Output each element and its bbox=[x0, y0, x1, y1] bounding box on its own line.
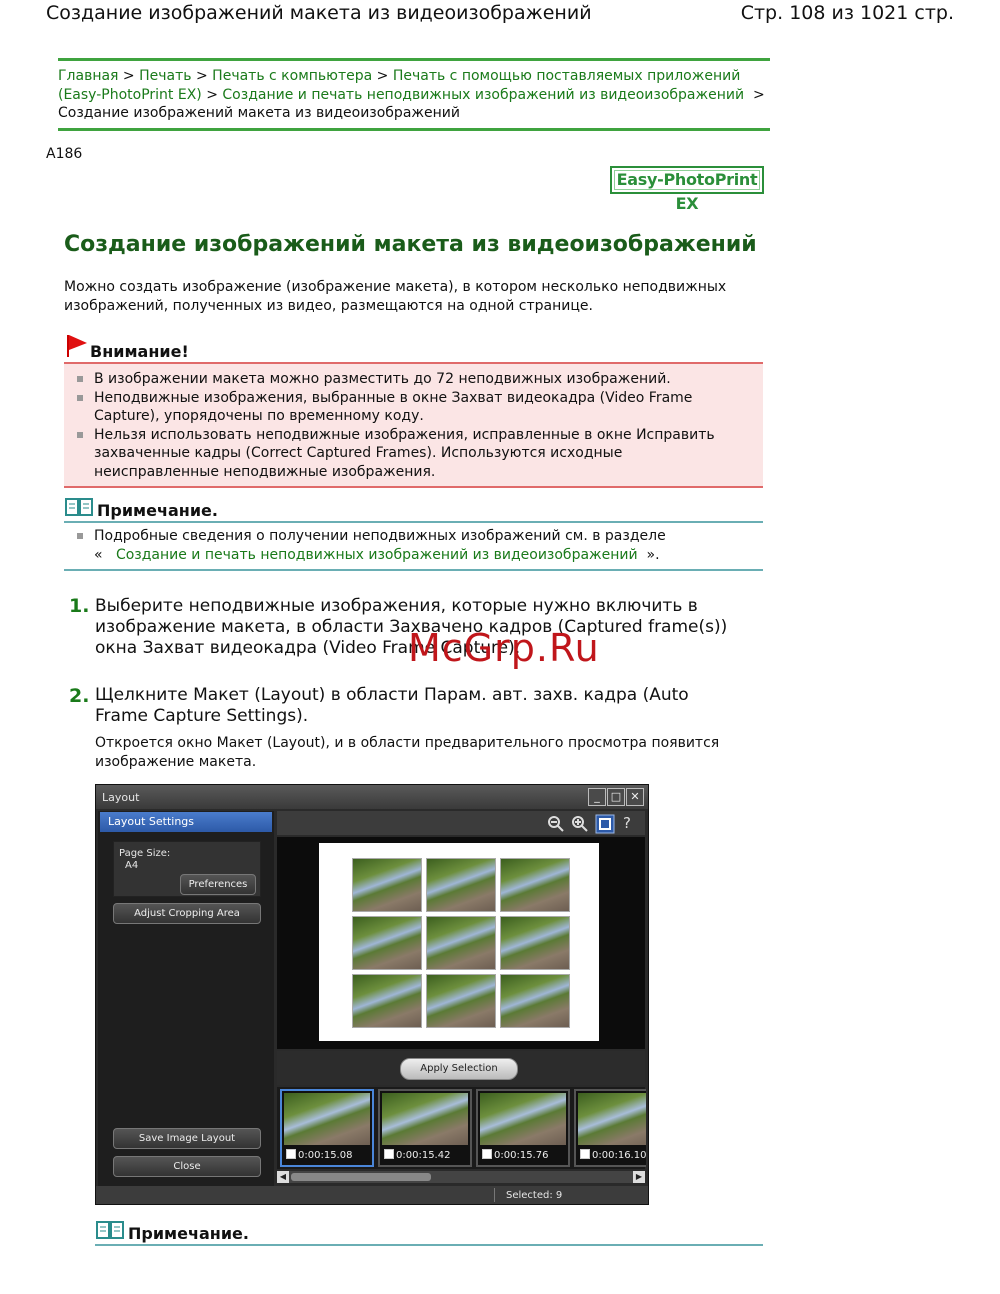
frame-image bbox=[578, 1093, 646, 1145]
layout-thumbnail bbox=[352, 916, 422, 970]
frame-image bbox=[382, 1093, 468, 1145]
page-size-label: Page Size: bbox=[119, 848, 171, 859]
window-title: Layout bbox=[102, 791, 140, 804]
frame-time: 0:00:15.42 bbox=[396, 1150, 451, 1161]
zoom-out-icon[interactable] bbox=[547, 815, 565, 833]
window-titlebar bbox=[96, 785, 648, 809]
step-number: 2. bbox=[69, 685, 90, 707]
frame-image bbox=[284, 1093, 370, 1145]
warning-item: В изображении макета можно разместить до 72 неподвижных изображений. bbox=[64, 370, 763, 389]
adjust-cropping-area-button[interactable]: Adjust Cropping Area bbox=[113, 903, 261, 924]
page-size-box bbox=[113, 841, 261, 897]
captured-frame[interactable] bbox=[476, 1089, 570, 1167]
captured-frame[interactable] bbox=[280, 1089, 374, 1167]
scroll-right-arrow-icon[interactable]: ▶ bbox=[633, 1171, 645, 1183]
maximize-button[interactable]: □ bbox=[607, 788, 625, 806]
selected-count: Selected: 9 bbox=[506, 1190, 563, 1201]
note-text-after: ». bbox=[646, 546, 660, 563]
note-title: Примечание. bbox=[97, 501, 218, 520]
breadcrumb: Главная > Печать > Печать с компьютера > Печать с помощью поставляемых приложений (Easy-PhotoPrint EX) > Создание и печать неподвижных изображений из видеоизображений > Создание изображений макета из видеоизображений bbox=[58, 58, 770, 131]
page-size-value: A4 bbox=[125, 860, 139, 871]
layout-thumbnail bbox=[426, 974, 496, 1028]
note-list bbox=[64, 527, 763, 564]
layout-thumbnail bbox=[352, 858, 422, 912]
page-title: Создание изображений макета из видеоизображений bbox=[64, 232, 757, 257]
frame-time: 0:00:16.10 bbox=[592, 1150, 646, 1161]
captured-frame[interactable] bbox=[574, 1089, 646, 1167]
warning-title: Внимание! bbox=[90, 342, 189, 361]
page-code: A186 bbox=[46, 146, 83, 162]
frame-timestamp bbox=[384, 1150, 450, 1161]
page-number: Стр. 108 из 1021 стр. bbox=[740, 2, 954, 24]
note-divider bbox=[64, 569, 763, 571]
note-title: Примечание. bbox=[128, 1224, 249, 1243]
breadcrumb-current: Создание изображений макета из видеоизображений bbox=[58, 105, 460, 121]
captured-frame[interactable] bbox=[378, 1089, 472, 1167]
layout-window bbox=[95, 784, 649, 1205]
note-link[interactable]: Создание и печать неподвижных изображений из видеоизображений bbox=[115, 546, 638, 563]
scroll-left-arrow-icon[interactable]: ◀ bbox=[277, 1171, 289, 1183]
preferences-button[interactable]: Preferences bbox=[180, 874, 256, 895]
watermark: McGrp.Ru bbox=[408, 626, 600, 670]
note-text-before: Подробные сведения о получении неподвижных изображений см. в разделе « bbox=[94, 528, 666, 563]
apply-bar bbox=[277, 1051, 645, 1085]
layout-thumbnail bbox=[352, 974, 422, 1028]
frame-checkbox[interactable] bbox=[286, 1149, 296, 1159]
tab-layout-settings[interactable]: Layout Settings bbox=[100, 812, 272, 832]
frame-timestamp bbox=[482, 1150, 548, 1161]
warning-flag-icon bbox=[66, 334, 88, 358]
book-icon bbox=[96, 1220, 124, 1240]
frame-image bbox=[480, 1093, 566, 1145]
breadcrumb-link-print-with-apps[interactable]: Печать с помощью поставляемых приложений (Easy-PhotoPrint EX) bbox=[58, 68, 741, 103]
preview-toolbar bbox=[277, 811, 645, 835]
note-body bbox=[64, 527, 763, 564]
warning-list bbox=[64, 370, 763, 481]
breadcrumb-link-home[interactable]: Главная bbox=[58, 68, 119, 84]
frame-checkbox[interactable] bbox=[384, 1149, 394, 1159]
warning-item: Неподвижные изображения, выбранные в окне Захват видеокадра (Video Frame Capture), упорядочены по временному коду. bbox=[64, 389, 763, 426]
book-icon bbox=[65, 497, 93, 517]
step-text: Выберите неподвижные изображения, которые нужно включить в изображение макета, в области Захвачено кадров (Captured frame(s)) окна Захват видеокадра (Video Frame Capture). bbox=[95, 596, 728, 658]
warning-item: Нельзя использовать неподвижные изображения, исправленные в окне Исправить захваченные кадры (Correct Captured Frames). Используются исходные неисправленные неподвижные изображения. bbox=[64, 426, 763, 482]
breadcrumb-link-print-from-computer[interactable]: Печать с компьютера bbox=[212, 68, 373, 84]
step-number: 1. bbox=[69, 595, 90, 617]
page-header-title: Создание изображений макета из видеоизображений bbox=[46, 2, 592, 24]
frame-timestamp bbox=[580, 1150, 646, 1161]
filmstrip-scrollbar[interactable] bbox=[277, 1171, 645, 1183]
intro-text: Можно создать изображение (изображение макета), в котором несколько неподвижных изображений, полученных из видео, размещаются на одной странице. bbox=[64, 279, 727, 314]
layout-thumbnail bbox=[426, 916, 496, 970]
frame-time: 0:00:15.76 bbox=[494, 1150, 549, 1161]
save-image-layout-button[interactable]: Save Image Layout bbox=[113, 1128, 261, 1149]
step-text: Щелкните Макет (Layout) в области Парам. авт. захв. кадра (Auto Frame Capture Settings). bbox=[95, 685, 689, 726]
step-subtext: Откроется окно Макет (Layout), и в области предварительного просмотра появится изображение макета. bbox=[95, 735, 720, 770]
frame-time: 0:00:15.08 bbox=[298, 1150, 353, 1161]
note-item bbox=[64, 527, 763, 564]
close-button[interactable]: Close bbox=[113, 1156, 261, 1177]
status-bar bbox=[96, 1186, 648, 1204]
minimize-button[interactable]: _ bbox=[588, 788, 606, 806]
close-window-button[interactable]: ✕ bbox=[626, 788, 644, 806]
layout-thumbnail bbox=[500, 974, 570, 1028]
apply-selection-button[interactable]: Apply Selection bbox=[400, 1058, 518, 1080]
easy-photoprint-logo: Easy-PhotoPrint EX bbox=[610, 166, 764, 194]
status-divider bbox=[494, 1188, 495, 1202]
layout-thumbnail bbox=[500, 858, 570, 912]
frame-checkbox[interactable] bbox=[482, 1149, 492, 1159]
breadcrumb-link-video-stills[interactable]: Создание и печать неподвижных изображений из видеоизображений bbox=[222, 86, 745, 103]
zoom-in-icon[interactable] bbox=[571, 815, 589, 833]
warning-box bbox=[64, 362, 763, 488]
layout-preview-page bbox=[319, 843, 599, 1041]
layout-thumbnail bbox=[500, 916, 570, 970]
fit-to-window-icon[interactable] bbox=[595, 814, 615, 834]
note-divider bbox=[64, 521, 763, 523]
note-divider bbox=[95, 1244, 763, 1246]
frame-checkbox[interactable] bbox=[580, 1149, 590, 1159]
help-icon[interactable]: ? bbox=[623, 814, 631, 832]
breadcrumb-link-print[interactable]: Печать bbox=[139, 68, 192, 84]
scroll-thumb[interactable] bbox=[291, 1173, 431, 1181]
layout-thumbnail bbox=[426, 858, 496, 912]
frame-timestamp bbox=[286, 1150, 352, 1161]
